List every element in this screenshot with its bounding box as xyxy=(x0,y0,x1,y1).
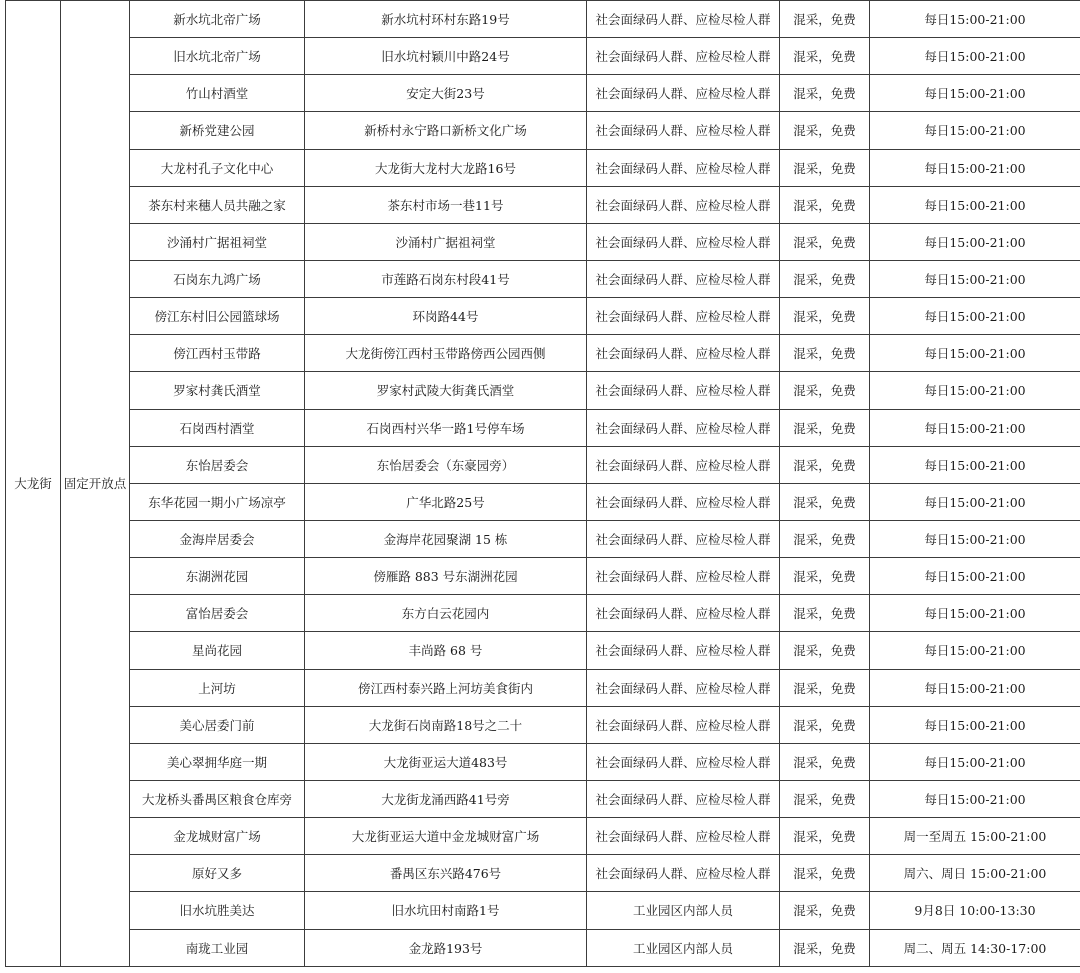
site-address-cell: 环岗路44号 xyxy=(305,298,587,335)
site-name-cell: 茶东村来穗人员共融之家 xyxy=(130,186,305,223)
target-group-cell: 社会面绿码人群、应检尽检人群 xyxy=(587,706,780,743)
site-name-cell: 金龙城财富广场 xyxy=(130,818,305,855)
site-name-cell: 南珑工业园 xyxy=(130,929,305,966)
site-address-cell: 大龙街亚运大道483号 xyxy=(305,743,587,780)
target-group-cell: 社会面绿码人群、应检尽检人群 xyxy=(587,260,780,297)
site-name-cell: 原好又多 xyxy=(130,855,305,892)
site-name-cell: 富怡居委会 xyxy=(130,595,305,632)
site-address-cell: 大龙街亚运大道中金龙城财富广场 xyxy=(305,818,587,855)
table-row xyxy=(6,520,1080,557)
site-address-cell: 东怡居委会（东豪园旁） xyxy=(305,446,587,483)
hours-cell: 每日15:00-21:00 xyxy=(870,595,1080,632)
table-row xyxy=(6,706,1080,743)
table-row xyxy=(6,186,1080,223)
hours-cell: 每日15:00-21:00 xyxy=(870,223,1080,260)
target-group-cell: 工业园区内部人员 xyxy=(587,892,780,929)
hours-cell: 每日15:00-21:00 xyxy=(870,706,1080,743)
target-group-cell: 社会面绿码人群、应检尽检人群 xyxy=(587,780,780,817)
method-cell: 混采，免费 xyxy=(780,706,870,743)
target-group-cell: 社会面绿码人群、应检尽检人群 xyxy=(587,38,780,75)
method-cell: 混采，免费 xyxy=(780,112,870,149)
table-row xyxy=(6,1,1080,38)
site-address-cell: 大龙街龙涌西路41号旁 xyxy=(305,780,587,817)
method-cell: 混采，免费 xyxy=(780,372,870,409)
method-cell: 混采，免费 xyxy=(780,75,870,112)
target-group-cell: 社会面绿码人群、应检尽检人群 xyxy=(587,1,780,38)
site-name-cell: 美心居委门前 xyxy=(130,706,305,743)
method-cell: 混采，免费 xyxy=(780,186,870,223)
table-row xyxy=(6,409,1080,446)
site-address-cell: 安定大街23号 xyxy=(305,75,587,112)
site-address-cell: 广华北路25号 xyxy=(305,483,587,520)
hours-cell: 每日15:00-21:00 xyxy=(870,260,1080,297)
target-group-cell: 社会面绿码人群、应检尽检人群 xyxy=(587,409,780,446)
target-group-cell: 社会面绿码人群、应检尽检人群 xyxy=(587,298,780,335)
site-address-cell: 番禺区东兴路476号 xyxy=(305,855,587,892)
site-address-cell: 傍江西村泰兴路上河坊美食街内 xyxy=(305,669,587,706)
table-row xyxy=(6,149,1080,186)
table-row xyxy=(6,260,1080,297)
site-type-cell: 固定开放点 xyxy=(61,1,130,967)
site-name-cell: 东湖洲花园 xyxy=(130,558,305,595)
table-row xyxy=(6,38,1080,75)
method-cell: 混采，免费 xyxy=(780,780,870,817)
site-address-cell: 新水坑村环村东路19号 xyxy=(305,1,587,38)
table-row xyxy=(6,669,1080,706)
site-address-cell: 沙涌村广据祖祠堂 xyxy=(305,223,587,260)
target-group-cell: 社会面绿码人群、应检尽检人群 xyxy=(587,632,780,669)
target-group-cell: 社会面绿码人群、应检尽检人群 xyxy=(587,372,780,409)
method-cell: 混采，免费 xyxy=(780,409,870,446)
site-address-cell: 旧水坑田村南路1号 xyxy=(305,892,587,929)
table-row xyxy=(6,483,1080,520)
site-name-cell: 金海岸居委会 xyxy=(130,520,305,557)
site-name-cell: 大龙桥头番禺区粮食仓库旁 xyxy=(130,780,305,817)
site-address-cell: 茶东村市场一巷11号 xyxy=(305,186,587,223)
hours-cell: 每日15:00-21:00 xyxy=(870,112,1080,149)
method-cell: 混采，免费 xyxy=(780,743,870,780)
method-cell: 混采，免费 xyxy=(780,260,870,297)
site-address-cell: 丰尚路 68 号 xyxy=(305,632,587,669)
hours-cell: 每日15:00-21:00 xyxy=(870,520,1080,557)
site-address-cell: 罗家村武陵大街龚氏酒堂 xyxy=(305,372,587,409)
method-cell: 混采，免费 xyxy=(780,483,870,520)
method-cell: 混采，免费 xyxy=(780,669,870,706)
hours-cell: 每日15:00-21:00 xyxy=(870,186,1080,223)
hours-cell: 每日15:00-21:00 xyxy=(870,149,1080,186)
target-group-cell: 社会面绿码人群、应检尽检人群 xyxy=(587,855,780,892)
target-group-cell: 社会面绿码人群、应检尽检人群 xyxy=(587,595,780,632)
site-name-cell: 大龙村孔子文化中心 xyxy=(130,149,305,186)
hours-cell: 每日15:00-21:00 xyxy=(870,743,1080,780)
table-row xyxy=(6,335,1080,372)
site-address-cell: 旧水坑村颖川中路24号 xyxy=(305,38,587,75)
site-name-cell: 美心翠拥华庭一期 xyxy=(130,743,305,780)
hours-cell: 每日15:00-21:00 xyxy=(870,372,1080,409)
method-cell: 混采，免费 xyxy=(780,632,870,669)
hours-cell: 周一至周五 15:00-21:00 xyxy=(870,818,1080,855)
target-group-cell: 社会面绿码人群、应检尽检人群 xyxy=(587,743,780,780)
target-group-cell: 社会面绿码人群、应检尽检人群 xyxy=(587,149,780,186)
target-group-cell: 社会面绿码人群、应检尽检人群 xyxy=(587,335,780,372)
hours-cell: 每日15:00-21:00 xyxy=(870,409,1080,446)
hours-cell: 每日15:00-21:00 xyxy=(870,780,1080,817)
table-row xyxy=(6,855,1080,892)
site-name-cell: 竹山村酒堂 xyxy=(130,75,305,112)
target-group-cell: 工业园区内部人员 xyxy=(587,929,780,966)
target-group-cell: 社会面绿码人群、应检尽检人群 xyxy=(587,520,780,557)
site-address-cell: 大龙街大龙村大龙路16号 xyxy=(305,149,587,186)
method-cell: 混采，免费 xyxy=(780,855,870,892)
site-name-cell: 沙涌村广据祖祠堂 xyxy=(130,223,305,260)
site-name-cell: 罗家村龚氏酒堂 xyxy=(130,372,305,409)
target-group-cell: 社会面绿码人群、应检尽检人群 xyxy=(587,669,780,706)
table-row xyxy=(6,223,1080,260)
target-group-cell: 社会面绿码人群、应检尽检人群 xyxy=(587,558,780,595)
table-row xyxy=(6,818,1080,855)
site-address-cell: 市莲路石岗东村段41号 xyxy=(305,260,587,297)
table-row xyxy=(6,558,1080,595)
table-row xyxy=(6,372,1080,409)
site-address-cell: 大龙街傍江西村玉带路傍西公园西侧 xyxy=(305,335,587,372)
target-group-cell: 社会面绿码人群、应检尽检人群 xyxy=(587,446,780,483)
target-group-cell: 社会面绿码人群、应检尽检人群 xyxy=(587,818,780,855)
target-group-cell: 社会面绿码人群、应检尽检人群 xyxy=(587,483,780,520)
site-name-cell: 新水坑北帝广场 xyxy=(130,1,305,38)
site-name-cell: 旧水坑胜美达 xyxy=(130,892,305,929)
site-name-cell: 傍江东村旧公园篮球场 xyxy=(130,298,305,335)
table-row xyxy=(6,298,1080,335)
hours-cell: 每日15:00-21:00 xyxy=(870,669,1080,706)
site-address-cell: 大龙街石岗南路18号之二十 xyxy=(305,706,587,743)
method-cell: 混采，免费 xyxy=(780,892,870,929)
table-row xyxy=(6,446,1080,483)
hours-cell: 每日15:00-21:00 xyxy=(870,632,1080,669)
target-group-cell: 社会面绿码人群、应检尽检人群 xyxy=(587,112,780,149)
method-cell: 混采，免费 xyxy=(780,558,870,595)
site-name-cell: 石岗东九鸿广场 xyxy=(130,260,305,297)
site-name-cell: 傍江西村玉带路 xyxy=(130,335,305,372)
site-name-cell: 新桥党建公园 xyxy=(130,112,305,149)
target-group-cell: 社会面绿码人群、应检尽检人群 xyxy=(587,223,780,260)
testing-sites-table xyxy=(5,0,1080,967)
table-row xyxy=(6,595,1080,632)
hours-cell: 每日15:00-21:00 xyxy=(870,1,1080,38)
method-cell: 混采，免费 xyxy=(780,298,870,335)
method-cell: 混采，免费 xyxy=(780,149,870,186)
target-group-cell: 社会面绿码人群、应检尽检人群 xyxy=(587,186,780,223)
hours-cell: 9月8日 10:00-13:30 xyxy=(870,892,1080,929)
site-address-cell: 新桥村永宁路口新桥文化广场 xyxy=(305,112,587,149)
site-name-cell: 东怡居委会 xyxy=(130,446,305,483)
method-cell: 混采，免费 xyxy=(780,38,870,75)
method-cell: 混采，免费 xyxy=(780,595,870,632)
method-cell: 混采，免费 xyxy=(780,446,870,483)
table-row xyxy=(6,929,1080,966)
site-name-cell: 星尚花园 xyxy=(130,632,305,669)
site-name-cell: 旧水坑北帝广场 xyxy=(130,38,305,75)
table-row xyxy=(6,75,1080,112)
site-name-cell: 上河坊 xyxy=(130,669,305,706)
hours-cell: 每日15:00-21:00 xyxy=(870,75,1080,112)
hours-cell: 周二、周五 14:30-17:00 xyxy=(870,929,1080,966)
table-row xyxy=(6,780,1080,817)
site-name-cell: 东华花园一期小广场凉亭 xyxy=(130,483,305,520)
site-address-cell: 石岗西村兴华一路1号停车场 xyxy=(305,409,587,446)
method-cell: 混采，免费 xyxy=(780,223,870,260)
site-address-cell: 傍雁路 883 号东湖洲花园 xyxy=(305,558,587,595)
table-row xyxy=(6,112,1080,149)
site-address-cell: 金海岸花园聚湖 15 栋 xyxy=(305,520,587,557)
hours-cell: 每日15:00-21:00 xyxy=(870,483,1080,520)
method-cell: 混采，免费 xyxy=(780,818,870,855)
target-group-cell: 社会面绿码人群、应检尽检人群 xyxy=(587,75,780,112)
method-cell: 混采，免费 xyxy=(780,929,870,966)
table-row xyxy=(6,743,1080,780)
site-address-cell: 金龙路193号 xyxy=(305,929,587,966)
hours-cell: 每日15:00-21:00 xyxy=(870,446,1080,483)
district-cell: 大龙街 xyxy=(6,1,61,967)
hours-cell: 每日15:00-21:00 xyxy=(870,558,1080,595)
method-cell: 混采，免费 xyxy=(780,1,870,38)
hours-cell: 每日15:00-21:00 xyxy=(870,335,1080,372)
method-cell: 混采，免费 xyxy=(780,520,870,557)
method-cell: 混采，免费 xyxy=(780,335,870,372)
site-address-cell: 东方白云花园内 xyxy=(305,595,587,632)
table-row xyxy=(6,892,1080,929)
hours-cell: 每日15:00-21:00 xyxy=(870,298,1080,335)
site-name-cell: 石岗西村酒堂 xyxy=(130,409,305,446)
hours-cell: 每日15:00-21:00 xyxy=(870,38,1080,75)
hours-cell: 周六、周日 15:00-21:00 xyxy=(870,855,1080,892)
table-row xyxy=(6,632,1080,669)
